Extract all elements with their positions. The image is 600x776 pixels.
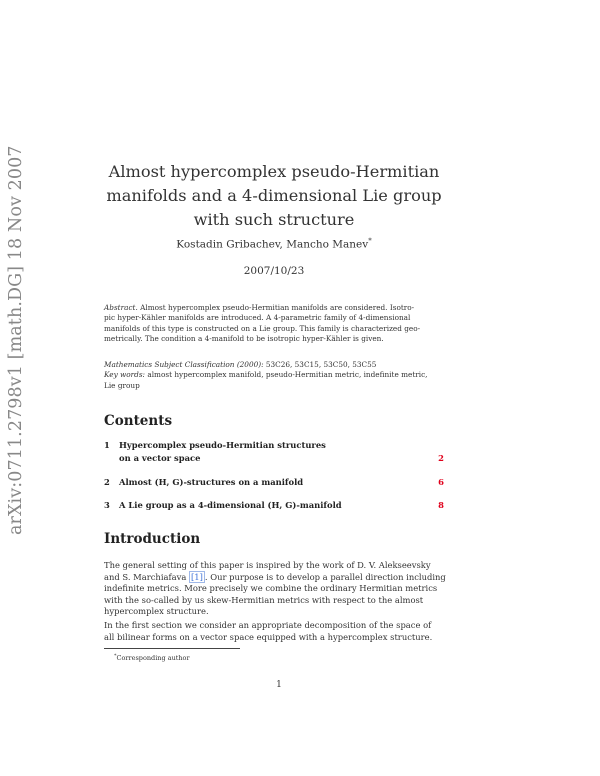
- msc-label: Mathematics Subject Classification (2000):: [104, 360, 264, 369]
- footnote-rule: [104, 648, 240, 649]
- abstract-line: metrically. The condition a 4-manifold to be isotropic hyper-Kähler is given.: [104, 334, 384, 344]
- citation-link[interactable]: [1]: [191, 571, 203, 582]
- text-line: The general setting of this paper is inspired by the work of D. V. Alekseevsky: [104, 560, 431, 570]
- title-line: manifolds and a 4-dimensional Lie group: [106, 186, 442, 205]
- abstract: [104, 303, 444, 345]
- toc-title[interactable]: Hypercomplex pseudo-Hermitian structures: [119, 440, 326, 450]
- text-line: hypercomplex structure.: [104, 606, 209, 617]
- keywords-value-cont: Lie group: [104, 380, 140, 390]
- toc-page-link[interactable]: 2: [438, 453, 444, 463]
- title-line: with such structure: [193, 210, 355, 229]
- keywords-value: almost hypercomplex manifold, pseudo-Hermitian metric, indefinite metric,: [147, 370, 428, 380]
- contents-heading: Contents: [104, 413, 173, 429]
- toc-number: 2: [104, 477, 110, 487]
- text-line: all bilinear forms on a vector space equipped with a hypercomplex structure.: [104, 631, 433, 642]
- toc-number: 1: [104, 440, 110, 450]
- text-fragment: . Our purpose is to develop a parallel direction including: [204, 571, 446, 582]
- toc-title[interactable]: Almost (H, G)-structures on a manifold: [119, 477, 304, 487]
- abstract-line: pic hyper-Kähler manifolds are introduced. A 4-parametric family of 4-dimensional: [104, 313, 411, 323]
- toc-number: 3: [104, 500, 110, 510]
- msc-value: 53C26, 53C15, 53C50, 53C55: [265, 360, 377, 369]
- abstract-line: Almost hypercomplex pseudo-Hermitian manifolds are considered. Isotro-: [140, 303, 415, 312]
- footnote: [114, 653, 190, 662]
- toc-page-link[interactable]: 6: [438, 477, 444, 487]
- intro-paragraph-1: [104, 560, 444, 618]
- title-line: Almost hypercomplex pseudo-Hermitian: [108, 162, 440, 181]
- intro-paragraph-2: [104, 620, 444, 643]
- toc-title[interactable]: A Lie group as a 4-dimensional (H, G)-manifold: [119, 500, 342, 510]
- author-names: Kostadin Gribachev, Mancho Manev: [176, 238, 369, 251]
- paper-title: [104, 160, 444, 232]
- abstract-label: Abstract.: [104, 303, 138, 312]
- footnote-mark: *: [114, 653, 117, 659]
- keywords-label: Key words:: [104, 370, 146, 380]
- toc-title-cont[interactable]: on a vector space: [119, 453, 201, 463]
- author-footnote-mark: *: [368, 237, 372, 245]
- text-line: with the so-called by us skew-Hermitian metrics with respect to the almost: [104, 594, 424, 605]
- arxiv-identifier: arXiv:0711.2798v1 [math.DG] 18 Nov 2007: [6, 145, 26, 535]
- classification-block: [104, 360, 444, 391]
- abstract-line: manifolds of this type is constructed on a Lie group. This family is characterized geo-: [104, 323, 421, 333]
- page-number: 1: [276, 680, 282, 690]
- text-fragment: and S. Marchiafava: [104, 571, 187, 582]
- paper-date: 2007/10/23: [243, 265, 305, 277]
- text-line: In the first section we consider an appropriate decomposition of the space of: [104, 620, 432, 630]
- text-line: indefinite metrics. More precisely we combine the ordinary Hermitian metrics: [104, 583, 438, 594]
- authors: [104, 237, 444, 251]
- footnote-text: Corresponding author: [116, 654, 190, 663]
- toc-page-link[interactable]: 8: [438, 500, 444, 510]
- introduction-heading: Introduction: [104, 531, 201, 547]
